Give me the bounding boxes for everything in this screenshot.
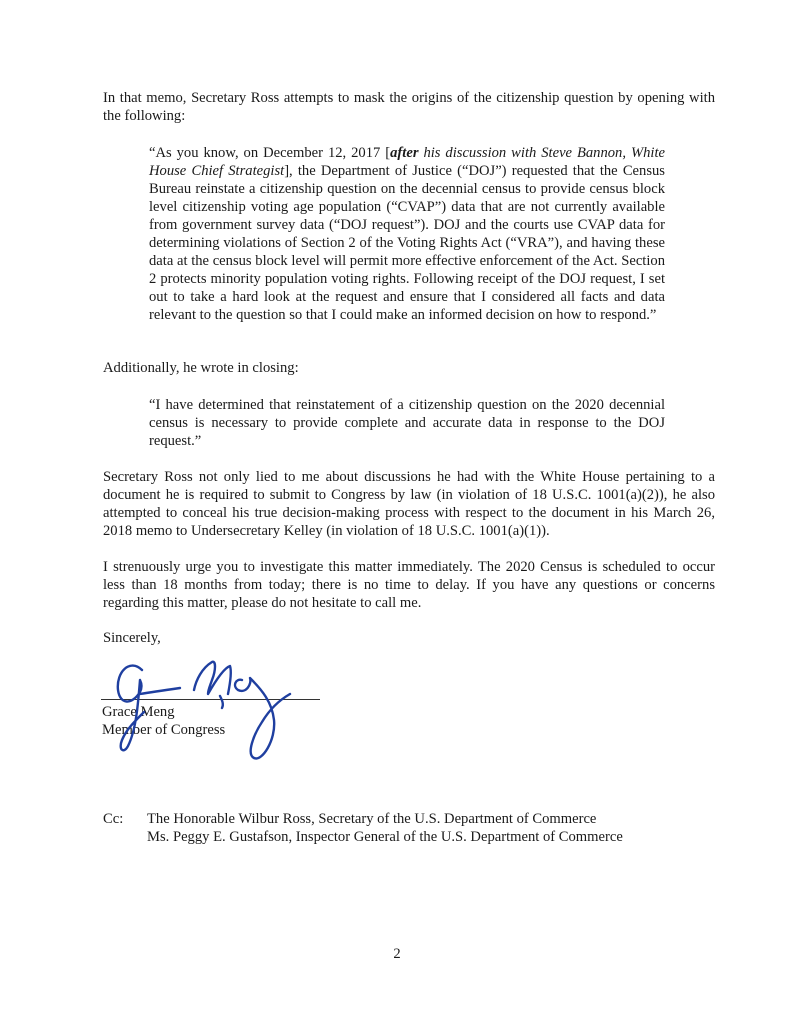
cc-recipient: The Honorable Wilbur Ross, Secretary of the U.S. Department of Commerce bbox=[147, 811, 597, 827]
memo-opening-quote bbox=[149, 144, 665, 324]
paragraph-urge: I strenuously urge you to investigate this matter immediately. The 2020 Census is scheduled to occur less than 18 months from today; there is no time to delay. If you have any questions or concerns regarding this matter, please do not hesitate to call me. bbox=[103, 559, 715, 611]
quote-open: “As you know, on December 12, 2017 [ bbox=[149, 145, 391, 161]
signatory-name: Grace Meng bbox=[102, 704, 175, 720]
quote-bracket-note: his discussion with Steve Bannon, White House Chief Strategist bbox=[149, 145, 665, 179]
quote-emphasis-after: after bbox=[390, 145, 419, 161]
signatory-title: Member of Congress bbox=[102, 722, 226, 738]
cc-recipient: Ms. Peggy E. Gustafson, Inspector General of the U.S. Department of Commerce bbox=[147, 829, 623, 845]
cc-label: Cc: bbox=[103, 811, 124, 827]
memo-closing-quote: “I have determined that reinstatement of a citizenship question on the 2020 decennial census is necessary to provide complete and accurate data in response to the DOJ request.” bbox=[149, 397, 665, 449]
additional-paragraph: Additionally, he wrote in closing: bbox=[103, 360, 299, 376]
closing-salutation: Sincerely, bbox=[103, 630, 161, 646]
page-number: 2 bbox=[393, 946, 401, 962]
intro-paragraph: In that memo, Secretary Ross attempts to mask the origins of the citizenship question by opening with the following: bbox=[103, 90, 715, 124]
handwritten-signature bbox=[112, 650, 312, 775]
paragraph-violation: Secretary Ross not only lied to me about discussions he had with the White House pertaining to a document he is required to submit to Congress by law (in violation of 18 U.S.C. 1001(a)(2)), he also attempted to conceal his true decision-making process with respect to the document in his March 26, 2018 memo to Undersecretary Kelley (in violation of 18 U.S.C. 1001(a)(1)). bbox=[103, 469, 715, 539]
quote-body: ], the Department of Justice (“DOJ”) requested that the Census Bureau reinstate a citizenship question on the decennial census to provide census block level citizenship voting age population (“CVAP”) data that are not currently available from government survey data (“DOJ request”). DOJ and the courts use CVAP data for determining violations of Section 2 of the Voting Rights Act (“VRA”), and having these data at the census block level will permit more effective enforcement of the Act. Section 2 protects minority population voting rights. Following receipt of the DOJ request, I set out to take a hard look at the request and ensure that I considered all facts and data relevant to the question so that I could make an informed decision on how to respond.” bbox=[149, 163, 665, 323]
